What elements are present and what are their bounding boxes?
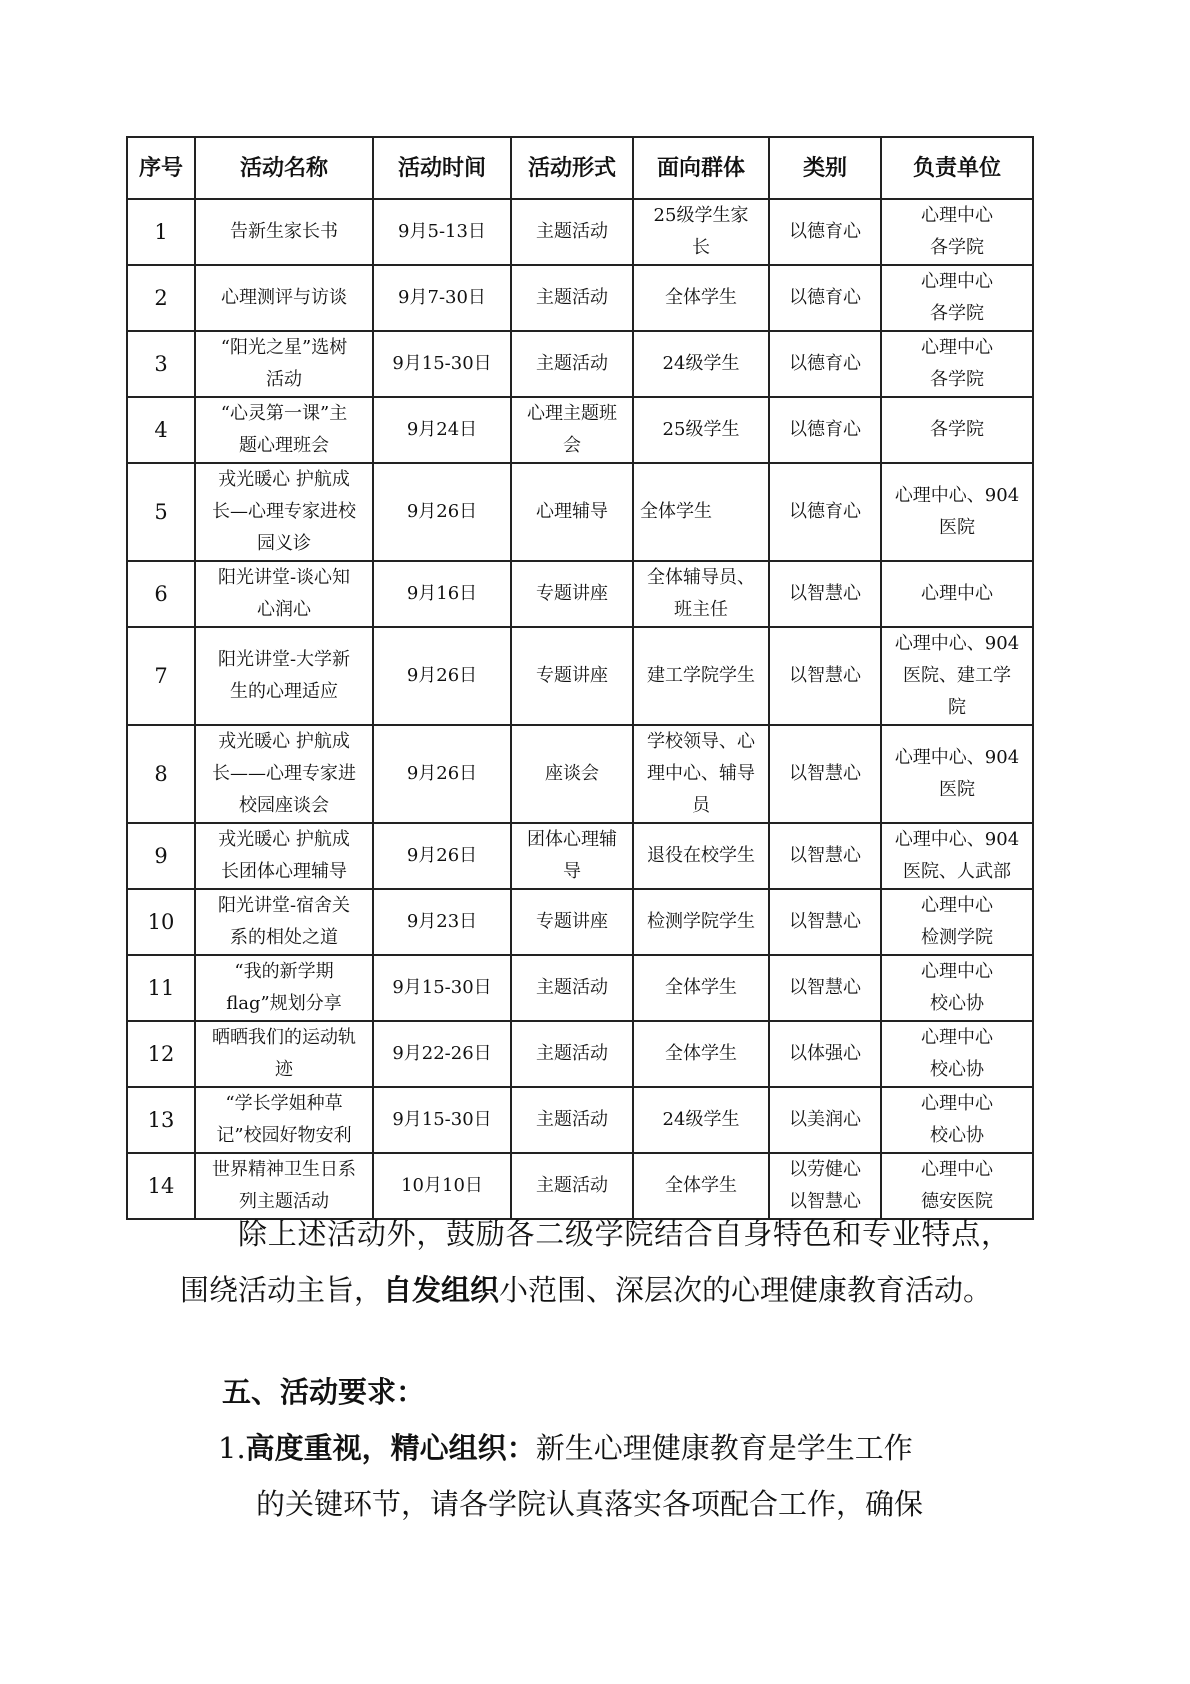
cell-form: 心理辅导 xyxy=(511,463,633,561)
cell-unit: 心理中心 校心协 xyxy=(881,1021,1033,1087)
cell-no: 4 xyxy=(127,397,195,463)
cell-form: 专题讲座 xyxy=(511,561,633,627)
cell-name: “心灵第一课”主 题心理班会 xyxy=(195,397,373,463)
cell-no: 11 xyxy=(127,955,195,1021)
cell-time: 10月10日 xyxy=(373,1153,511,1219)
cell-form: 座谈会 xyxy=(511,725,633,823)
cell-category: 以德育心 xyxy=(769,331,881,397)
cell-audience: 24级学生 xyxy=(633,1087,769,1153)
cell-form: 主题活动 xyxy=(511,955,633,1021)
cell-name: “学长学姐种草 记”校园好物安利 xyxy=(195,1087,373,1153)
cell-name: “阳光之星”选树 活动 xyxy=(195,331,373,397)
table-row xyxy=(127,1087,1033,1153)
cell-form: 心理主题班 会 xyxy=(511,397,633,463)
paragraph-other-activities xyxy=(180,1206,1010,1318)
header-audience: 面向群体 xyxy=(633,137,769,199)
cell-time: 9月26日 xyxy=(373,725,511,823)
item-title: 高度重视，精心组织： xyxy=(245,1431,536,1465)
cell-no: 6 xyxy=(127,561,195,627)
cell-unit: 心理中心 xyxy=(881,561,1033,627)
cell-audience: 学校领导、心 理中心、辅导 员 xyxy=(633,725,769,823)
cell-audience: 全体学生 xyxy=(633,265,769,331)
cell-audience: 25级学生 xyxy=(633,397,769,463)
cell-no: 8 xyxy=(127,725,195,823)
cell-name: 戎光暖心 护航成 长团体心理辅导 xyxy=(195,823,373,889)
table-row xyxy=(127,397,1033,463)
paragraph-text-end: 小范围、深层次的心理健康教育活动。 xyxy=(499,1273,993,1307)
cell-audience: 全体辅导员、 班主任 xyxy=(633,561,769,627)
cell-unit: 心理中心 校心协 xyxy=(881,1087,1033,1153)
cell-time: 9月7-30日 xyxy=(373,265,511,331)
cell-unit: 心理中心、904 医院 xyxy=(881,463,1033,561)
cell-no: 14 xyxy=(127,1153,195,1219)
cell-name: 心理测评与访谈 xyxy=(195,265,373,331)
cell-category: 以德育心 xyxy=(769,265,881,331)
table-row xyxy=(127,725,1033,823)
cell-unit: 心理中心 检测学院 xyxy=(881,889,1033,955)
cell-unit: 心理中心 各学院 xyxy=(881,331,1033,397)
header-time: 活动时间 xyxy=(373,137,511,199)
cell-name: 晒晒我们的运动轨 迹 xyxy=(195,1021,373,1087)
cell-name: 阳光讲堂-宿舍关 系的相处之道 xyxy=(195,889,373,955)
header-no: 序号 xyxy=(127,137,195,199)
cell-audience: 25级学生家 长 xyxy=(633,199,769,265)
cell-form: 主题活动 xyxy=(511,199,633,265)
cell-category: 以智慧心 xyxy=(769,627,881,725)
cell-name: 戎光暖心 护航成 长—心理专家进校 园义诊 xyxy=(195,463,373,561)
cell-audience: 全体学生 xyxy=(633,463,769,561)
cell-no: 10 xyxy=(127,889,195,955)
cell-form: 主题活动 xyxy=(511,1153,633,1219)
cell-category: 以智慧心 xyxy=(769,955,881,1021)
cell-category: 以劳健心 以智慧心 xyxy=(769,1153,881,1219)
cell-category: 以智慧心 xyxy=(769,725,881,823)
cell-audience: 24级学生 xyxy=(633,331,769,397)
cell-form: 主题活动 xyxy=(511,1021,633,1087)
cell-no: 3 xyxy=(127,331,195,397)
cell-time: 9月24日 xyxy=(373,397,511,463)
cell-form: 团体心理辅 导 xyxy=(511,823,633,889)
cell-no: 7 xyxy=(127,627,195,725)
cell-category: 以德育心 xyxy=(769,463,881,561)
cell-no: 12 xyxy=(127,1021,195,1087)
cell-audience: 检测学院学生 xyxy=(633,889,769,955)
cell-audience: 全体学生 xyxy=(633,1021,769,1087)
cell-audience: 建工学院学生 xyxy=(633,627,769,725)
table-row xyxy=(127,955,1033,1021)
cell-name: 告新生家长书 xyxy=(195,199,373,265)
cell-time: 9月26日 xyxy=(373,627,511,725)
table-row xyxy=(127,889,1033,955)
cell-unit: 心理中心 各学院 xyxy=(881,265,1033,331)
cell-form: 主题活动 xyxy=(511,331,633,397)
cell-unit: 心理中心、904 医院 xyxy=(881,725,1033,823)
cell-unit: 心理中心 德安医院 xyxy=(881,1153,1033,1219)
header-category: 类别 xyxy=(769,137,881,199)
cell-audience: 全体学生 xyxy=(633,1153,769,1219)
item-text-line1: 新生心理健康教育是学生工作 xyxy=(535,1431,913,1465)
cell-unit: 心理中心、904 医院、人武部 xyxy=(881,823,1033,889)
table-row xyxy=(127,561,1033,627)
cell-category: 以德育心 xyxy=(769,397,881,463)
cell-time: 9月23日 xyxy=(373,889,511,955)
cell-time: 9月15-30日 xyxy=(373,331,511,397)
requirement-item-1 xyxy=(218,1420,1018,1532)
cell-form: 主题活动 xyxy=(511,265,633,331)
cell-name: 阳光讲堂-大学新 生的心理适应 xyxy=(195,627,373,725)
cell-time: 9月26日 xyxy=(373,463,511,561)
cell-category: 以德育心 xyxy=(769,199,881,265)
cell-name: 世界精神卫生日系 列主题活动 xyxy=(195,1153,373,1219)
table-row xyxy=(127,823,1033,889)
cell-unit: 各学院 xyxy=(881,397,1033,463)
activity-table xyxy=(126,136,1034,1220)
cell-form: 专题讲座 xyxy=(511,627,633,725)
paragraph-bold: 自发组织 xyxy=(383,1273,500,1307)
cell-no: 13 xyxy=(127,1087,195,1153)
cell-category: 以智慧心 xyxy=(769,823,881,889)
item-number: 1. xyxy=(218,1431,246,1465)
cell-unit: 心理中心 各学院 xyxy=(881,199,1033,265)
table-row xyxy=(127,1021,1033,1087)
cell-time: 9月16日 xyxy=(373,561,511,627)
cell-category: 以智慧心 xyxy=(769,561,881,627)
header-name: 活动名称 xyxy=(195,137,373,199)
table-header-row xyxy=(127,137,1033,199)
cell-category: 以体强心 xyxy=(769,1021,881,1087)
cell-no: 5 xyxy=(127,463,195,561)
cell-form: 主题活动 xyxy=(511,1087,633,1153)
cell-name: 阳光讲堂-谈心知 心润心 xyxy=(195,561,373,627)
cell-time: 9月15-30日 xyxy=(373,955,511,1021)
paragraph-text: 除上述活动外，鼓励各二级学院结合自身特色和专业特点，围绕活动主旨， xyxy=(180,1217,1010,1307)
cell-category: 以智慧心 xyxy=(769,889,881,955)
cell-no: 1 xyxy=(127,199,195,265)
cell-unit: 心理中心 校心协 xyxy=(881,955,1033,1021)
table-row xyxy=(127,463,1033,561)
cell-name: “我的新学期 flag”规划分享 xyxy=(195,955,373,1021)
cell-audience: 退役在校学生 xyxy=(633,823,769,889)
cell-unit: 心理中心、904 医院、建工学 院 xyxy=(881,627,1033,725)
table-row xyxy=(127,265,1033,331)
header-form: 活动形式 xyxy=(511,137,633,199)
cell-time: 9月5-13日 xyxy=(373,199,511,265)
cell-time: 9月15-30日 xyxy=(373,1087,511,1153)
table-body xyxy=(127,199,1033,1219)
table-row xyxy=(127,627,1033,725)
cell-no: 9 xyxy=(127,823,195,889)
cell-category: 以美润心 xyxy=(769,1087,881,1153)
cell-audience: 全体学生 xyxy=(633,955,769,1021)
item-text-line2: 的关键环节，请各学院认真落实各项配合工作，确保 xyxy=(256,1487,924,1521)
table-row xyxy=(127,331,1033,397)
cell-no: 2 xyxy=(127,265,195,331)
cell-form: 专题讲座 xyxy=(511,889,633,955)
table-row xyxy=(127,199,1033,265)
section-heading: 五、活动要求： xyxy=(222,1375,426,1409)
cell-name: 戎光暖心 护航成 长——心理专家进 校园座谈会 xyxy=(195,725,373,823)
cell-time: 9月22-26日 xyxy=(373,1021,511,1087)
cell-time: 9月26日 xyxy=(373,823,511,889)
header-unit: 负责单位 xyxy=(881,137,1033,199)
